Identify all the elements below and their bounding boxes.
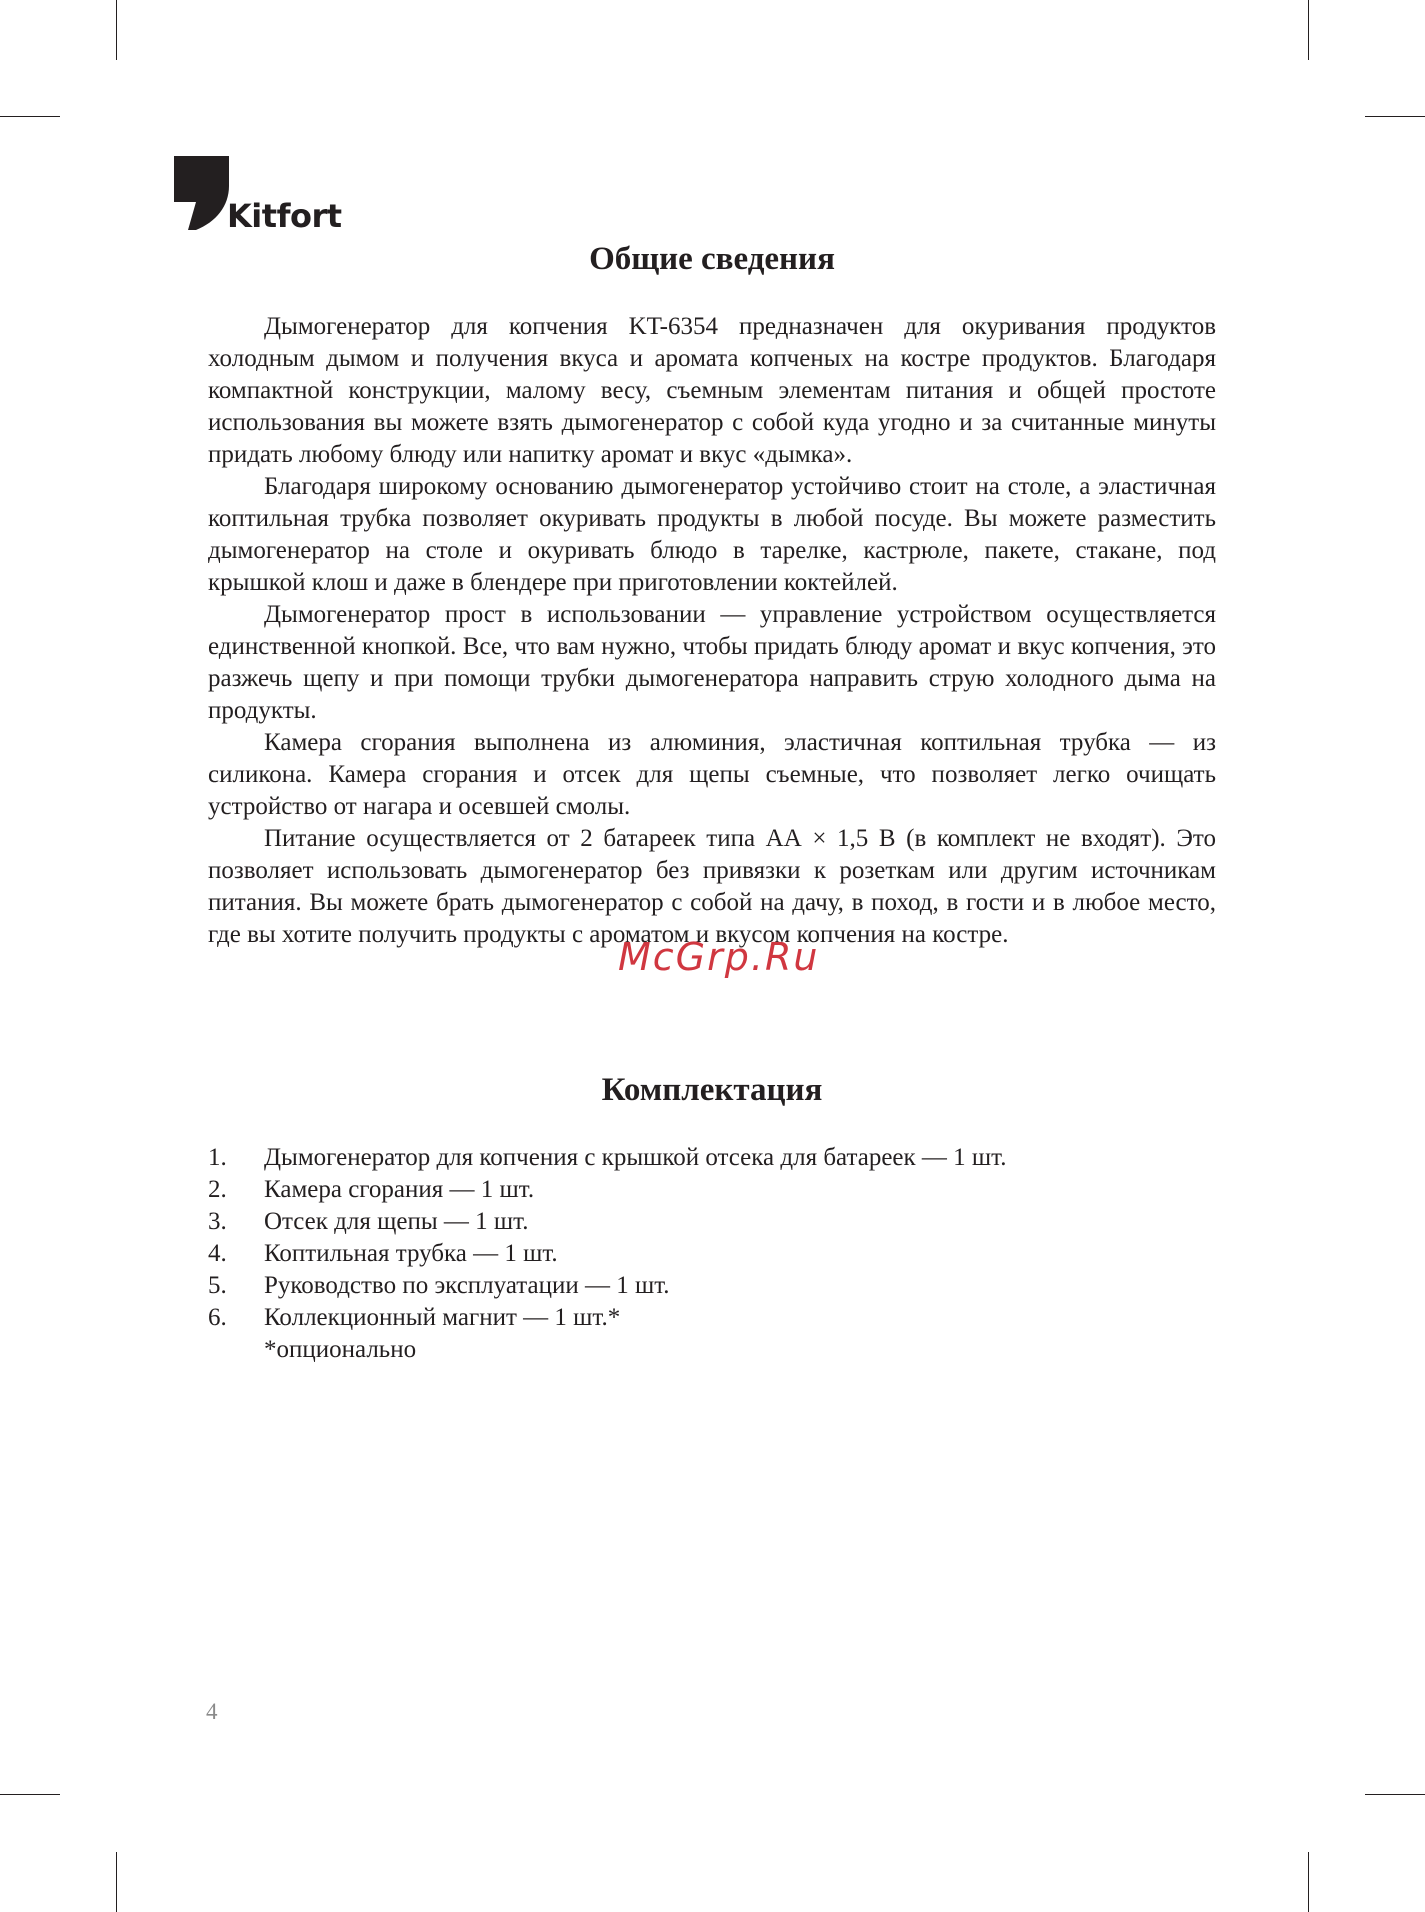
paragraph: Питание осуществляется от 2 батареек типа АА × 1,5 В (в комплект не входят). Это позволяет использовать дымогенератор без привязки к розеткам или другим источникам питания. Вы можете брать дымогенератор с собой на дачу, в поход, в гости и в любое место, где вы хотите получить продукты с ароматом и вкусом копчения на костре. (208, 825, 1216, 948)
paragraph: Камера сгорания выполнена из алюминия, эластичная коптильная трубка — из силикона. Камера сгорания и отсек для щепы съемные, что позволяет легко очищать устройство от нагара и осевшей смолы. (208, 729, 1216, 820)
list-item-number: 6. (208, 1304, 227, 1331)
kitfort-logo (174, 156, 342, 235)
list-item-number: 3. (208, 1208, 227, 1235)
list-item-text: Коллекционный магнит — 1 шт.* (264, 1304, 621, 1331)
list-item (208, 1238, 1216, 1270)
list-item-text: Коптильная трубка — 1 шт. (264, 1240, 558, 1267)
crop-mark (1308, 0, 1309, 60)
list-item-text: Дымогенератор для копчения с крышкой отсека для батареек — 1 шт. (264, 1144, 1007, 1171)
list-item (208, 1270, 1216, 1302)
crop-mark (0, 1794, 60, 1795)
kit-footnote: *опционально (264, 1336, 417, 1363)
list-item-text: Руководство по эксплуатации — 1 шт. (264, 1272, 670, 1299)
crop-mark (116, 1852, 117, 1912)
list-item-number: 2. (208, 1176, 227, 1203)
kit-title: Комплектация (601, 1072, 823, 1108)
general-info-section (208, 243, 1216, 951)
general-info-text (208, 311, 1216, 951)
watermark: McGrp.Ru (618, 935, 820, 979)
crop-mark (1365, 116, 1425, 117)
list-item (208, 1142, 1216, 1174)
paragraph: Дымогенератор для копчения KT-6354 предназначен для окуривания продуктов холодным дымом и получения вкуса и аромата копченых на костре продуктов. Благодаря компактной конструкции, малому весу, съемным элементам питания и общей простоте использования вы можете взять дымогенератор с собой куда угодно и за считанные минуты придать любому блюду или напитку аромат и вкус «дымка». (208, 313, 1216, 468)
crop-mark (116, 0, 117, 60)
list-item-number: 5. (208, 1272, 227, 1299)
kitfort-logo-icon (174, 156, 229, 230)
paragraph: Дымогенератор прост в использовании — управление устройством осуществляется единственной кнопкой. Все, что вам нужно, чтобы придать блюду аромат и вкус копчения, это разжечь щепу и при помощи трубки дымогенератора направить струю холодного дыма на продукты. (208, 601, 1216, 724)
list-item (208, 1302, 1216, 1334)
page-number: 4 (206, 1699, 218, 1724)
general-info-title: Общие сведения (589, 241, 835, 277)
list-item-number: 1. (208, 1144, 227, 1171)
kit-list (208, 1142, 1216, 1334)
list-item-text: Камера сгорания — 1 шт. (264, 1176, 535, 1203)
list-item (208, 1174, 1216, 1206)
list-item-text: Отсек для щепы — 1 шт. (264, 1208, 529, 1235)
crop-mark (1365, 1794, 1425, 1795)
crop-mark (0, 116, 60, 117)
logo-text: Kitfort (227, 197, 342, 235)
list-item-number: 4. (208, 1240, 227, 1267)
paragraph: Благодаря широкому основанию дымогенератор устойчиво стоит на столе, а эластичная коптильная трубка позволяет окуривать продукты в любой посуде. Вы можете разместить дымогенератор на столе и окуривать блюдо в тарелке, кастрюле, пакете, стакане, под крышкой клош и даже в блендере при приготовлении коктейлей. (208, 473, 1216, 596)
kit-section (208, 1074, 1216, 1366)
list-item (208, 1206, 1216, 1238)
crop-mark (1308, 1852, 1309, 1912)
